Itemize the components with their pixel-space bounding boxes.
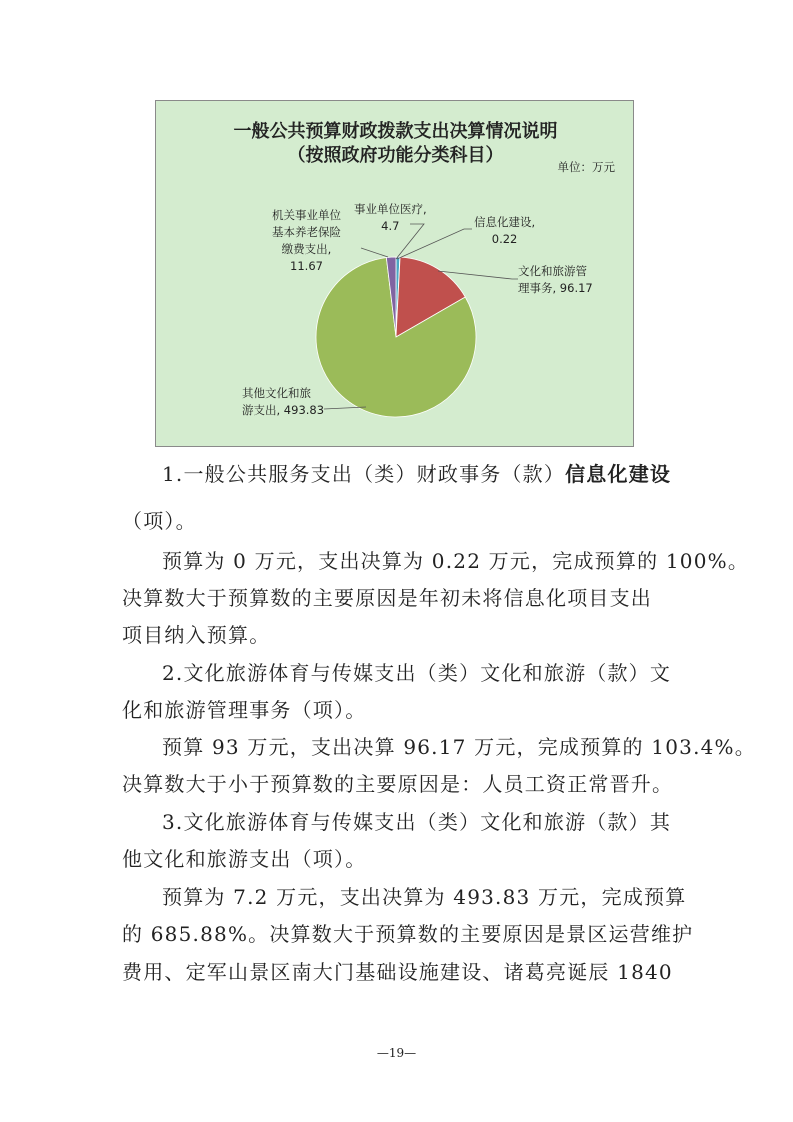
paragraph-2-line-3: 项目纳入预算。 [122,623,271,647]
leader-line-pension [361,248,388,257]
chart-subtitle: （按照政府功能分类科目） [287,145,504,166]
pie-chart [155,100,634,447]
slice-label-it: 信息化建设, 0.22 [474,215,536,246]
paragraph-6-line-3: 费用、定军山景区南大门基础设施建设、诸葛亮诞辰 1840 [122,960,673,984]
page-number: —19— [376,1046,417,1060]
chart-title: 一般公共预算财政拨款支出决算情况说明 [233,121,558,142]
paragraph-6-line-1: 预算为 7.2 万元，支出决算为 493.83 万元，完成预算 [162,885,687,909]
slice-label-other-culture: 其他文化和旅 游支出, 493.83 [242,386,325,417]
slice-label-culture-mgmt: 文化和旅游管 理事务, 96.17 [518,264,593,295]
paragraph-3-line-1: 2.文化旅游体育与传媒支出（类）文化和旅游（款）文 [162,661,672,685]
chart-unit: 单位：万元 [557,160,615,174]
paragraph-4-line-1: 预算 93 万元，支出决算 96.17 万元，完成预算的 103.4%。 [162,735,756,759]
p1-bold-term: 信息化建设 [565,462,672,486]
slice-label-pension: 机关事业单位 基本养老保险 缴费支出, 11.67 [272,208,341,273]
paragraph-1-line-1 [162,460,722,488]
paragraph-2-line-1: 预算为 0 万元，支出决算为 0.22 万元，完成预算的 100%。 [162,549,750,573]
paragraph-4-line-2: 决算数大于小于预算数的主要原因是：人员工资正常晋升。 [122,772,674,796]
slice-label-medical: 事业单位医疗, 4.7 [354,202,427,233]
paragraph-5-line-1: 3.文化旅游体育与传媒支出（类）文化和旅游（款）其 [162,810,672,834]
paragraph-3-line-2: 化和旅游管理事务（项）。 [122,698,367,722]
paragraph-1-line-2: （项）。 [122,509,197,533]
p1-prefix: 1.一般公共服务支出（类）财政事务（款） [162,462,566,486]
paragraph-6-line-2: 的 685.88%。决算数大于预算数的主要原因是景区运营维护 [122,922,694,946]
paragraph-2-line-2: 决算数大于预算数的主要原因是年初未将信息化项目支出 [122,586,652,610]
paragraph-5-line-2: 他文化和旅游支出（项）。 [122,847,367,871]
